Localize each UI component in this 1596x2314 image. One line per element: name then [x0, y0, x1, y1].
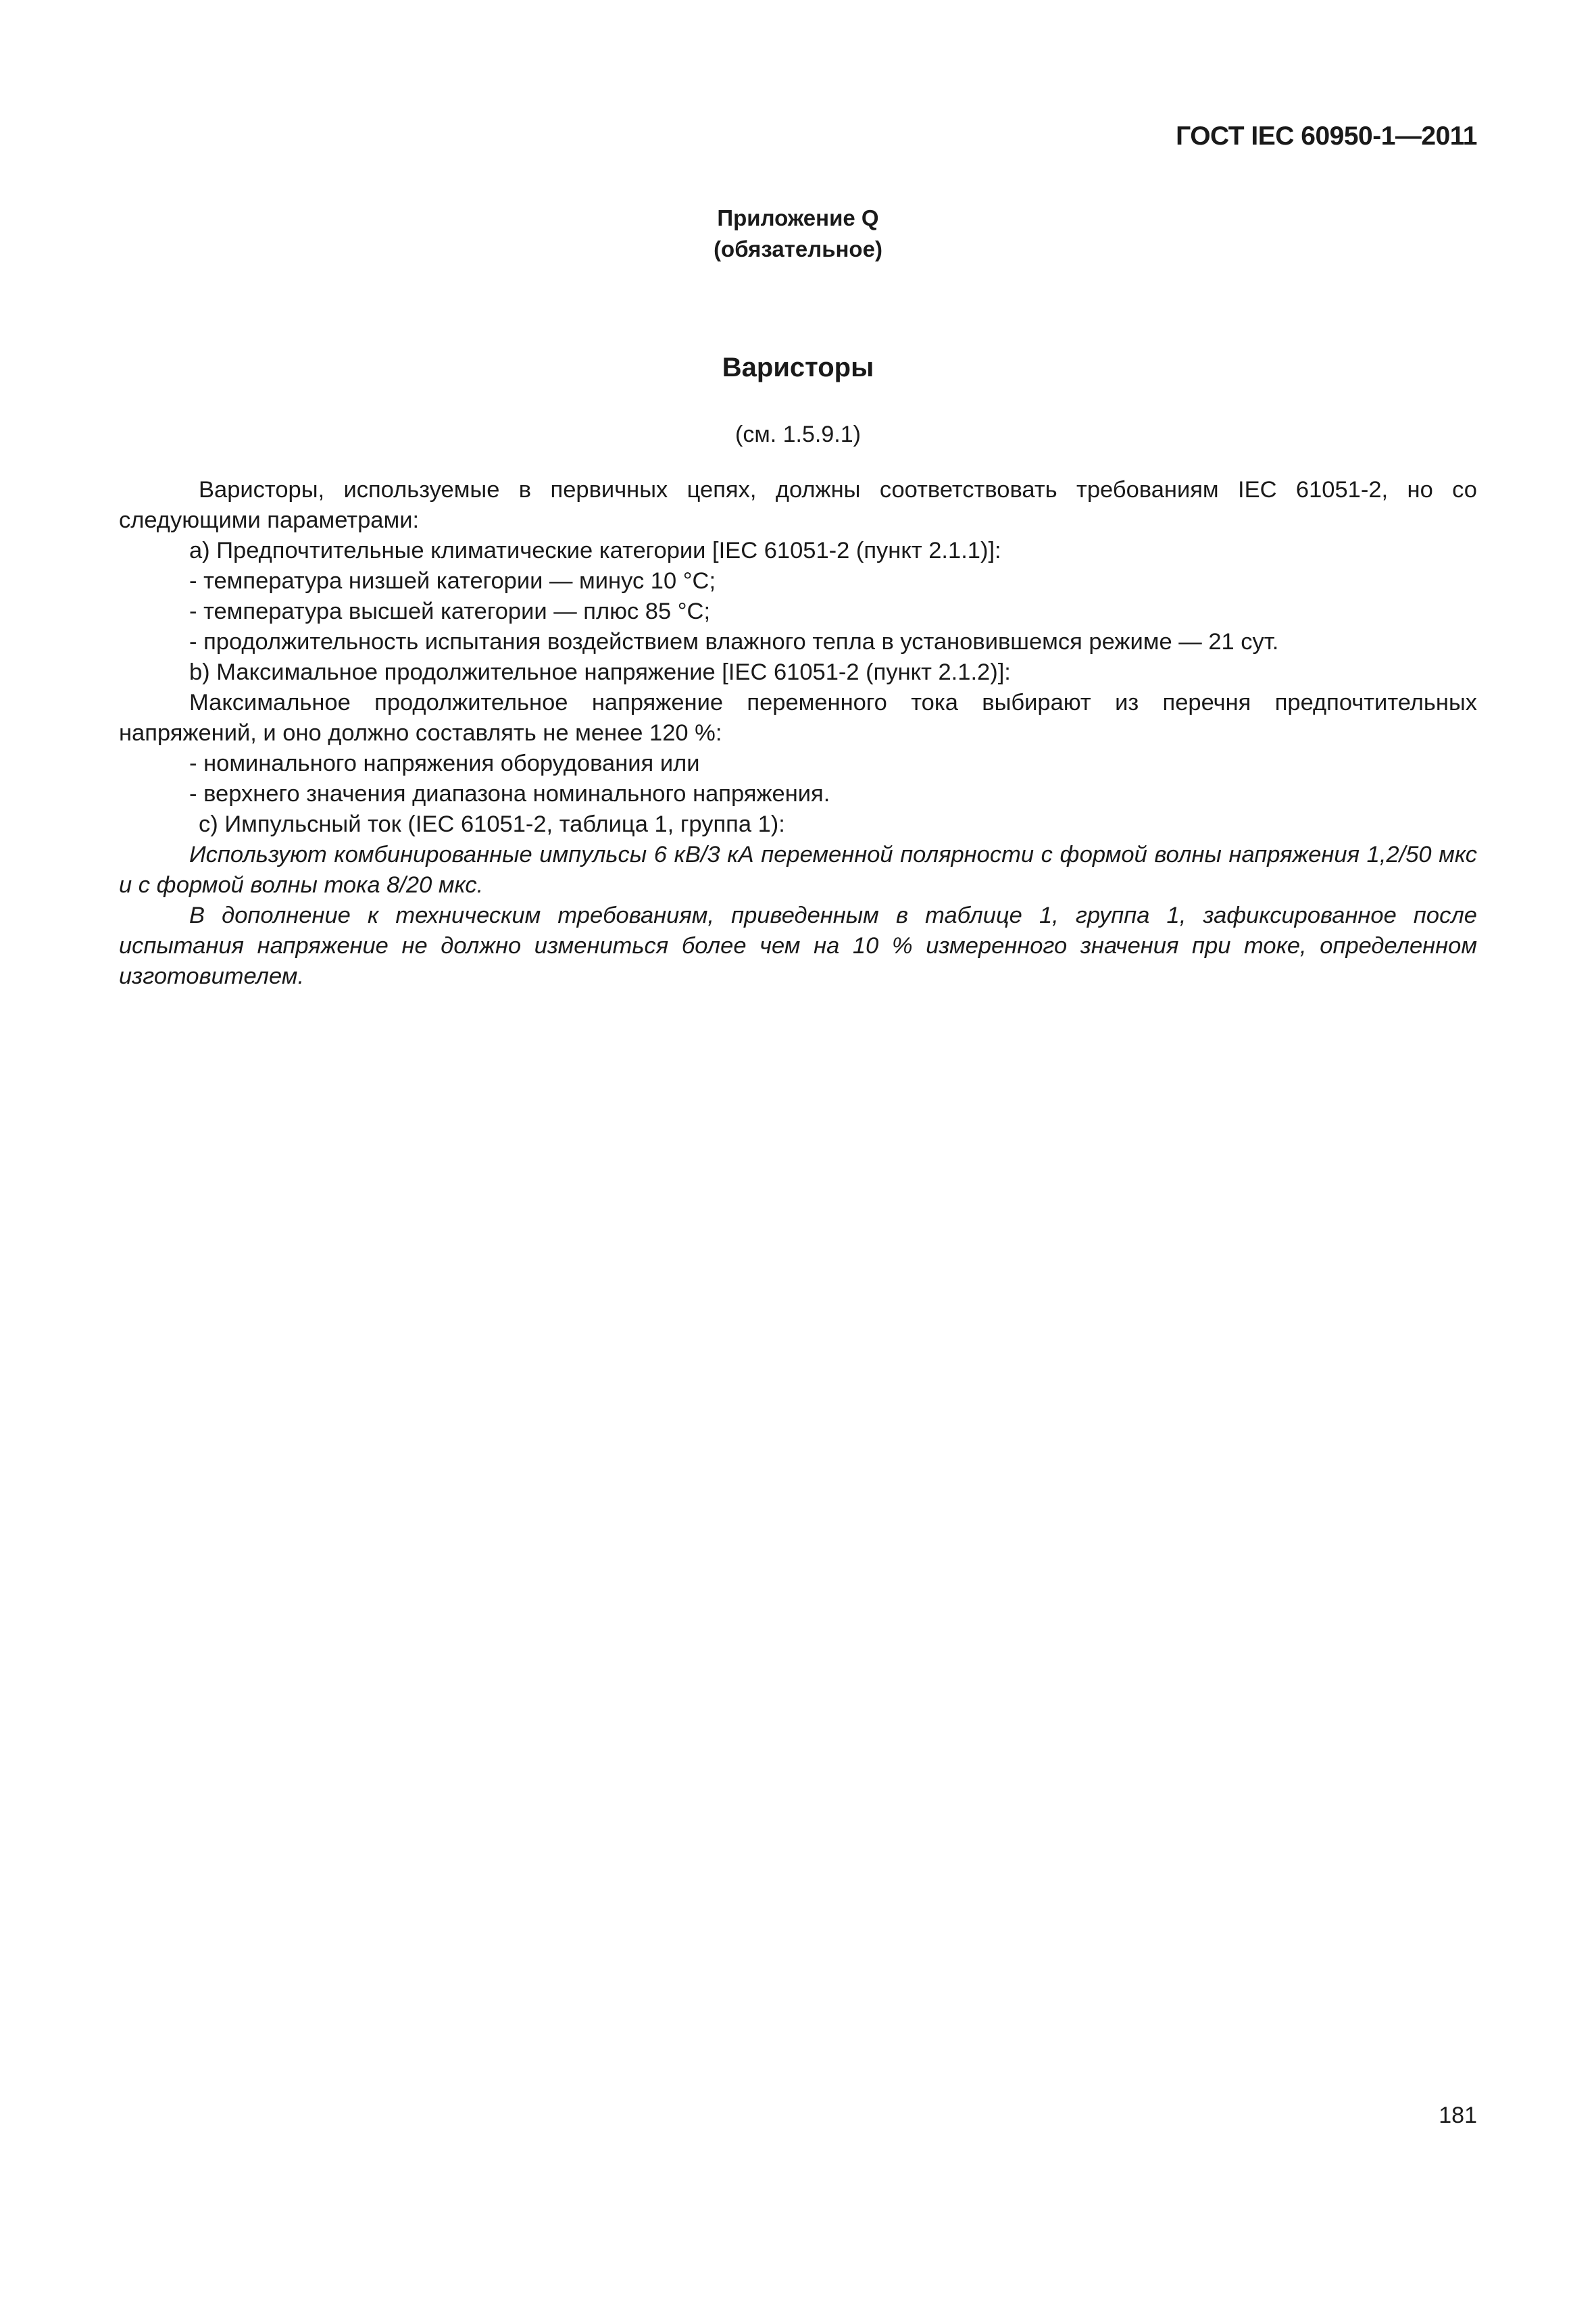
paragraph-item-a: a) Предпочтительные климатические категории [IEC 61051-2 (пункт 2.1.1)]:: [189, 538, 1001, 563]
paragraph-intro: Варисторы, используемые в первичных цепях, должны соответствовать требованиям IEC 61051-2, но со следующими параметрами:: [119, 477, 1477, 533]
paragraph-item-c: c) Импульсный ток (IEC 61051-2, таблица 1, группа 1):: [199, 811, 785, 837]
annex-reference: (см. 1.5.9.1): [735, 422, 861, 447]
annex-title: Варисторы: [722, 353, 874, 382]
body-text: [119, 475, 1477, 992]
paragraph-dash-damp-heat: - продолжительность испытания воздействием влажного тепла в установившемся режиме — 21 сут.: [189, 629, 1279, 655]
paragraph-item-b: b) Максимальное продолжительное напряжение [IEC 61051-2 (пункт 2.1.2)]:: [189, 659, 1011, 685]
paragraph-dash-rated-voltage: - номинального напряжения оборудования или: [189, 751, 700, 776]
paragraph-dash-high-temp: - температура высшей категории — плюс 85 °С;: [189, 599, 711, 624]
annex-heading: [0, 203, 1596, 265]
page-number: 181: [1439, 2103, 1477, 2128]
annex-status: (обязательное): [714, 236, 882, 261]
annex-label: Приложение Q: [717, 205, 879, 230]
paragraph-dash-low-temp: - температура низшей категории — минус 10 °С;: [189, 568, 716, 594]
paragraph-impulses: Используют комбинированные импульсы 6 кВ/3 кА переменной полярности с формой волны напряжения 1,2/50 мкс и с формой волны тока 8/20 мкс.: [119, 842, 1477, 898]
paragraph-dash-upper-range: - верхнего значения диапазона номинального напряжения.: [189, 781, 830, 807]
document-id-header: ГОСТ IEC 60950-1—2011: [1176, 122, 1477, 151]
paragraph-additional-requirements: В дополнение к техническим требованиям, приведенным в таблице 1, группа 1, зафиксированное после испытания напряжение не должно измениться более чем на 10 % измеренного значения при токе, определенном изготовителем.: [119, 903, 1477, 989]
paragraph-max-voltage: Максимальное продолжительное напряжение переменного тока выбирают из перечня предпочтительных напряжений, и оно должно составлять не менее 120 %:: [119, 690, 1477, 746]
